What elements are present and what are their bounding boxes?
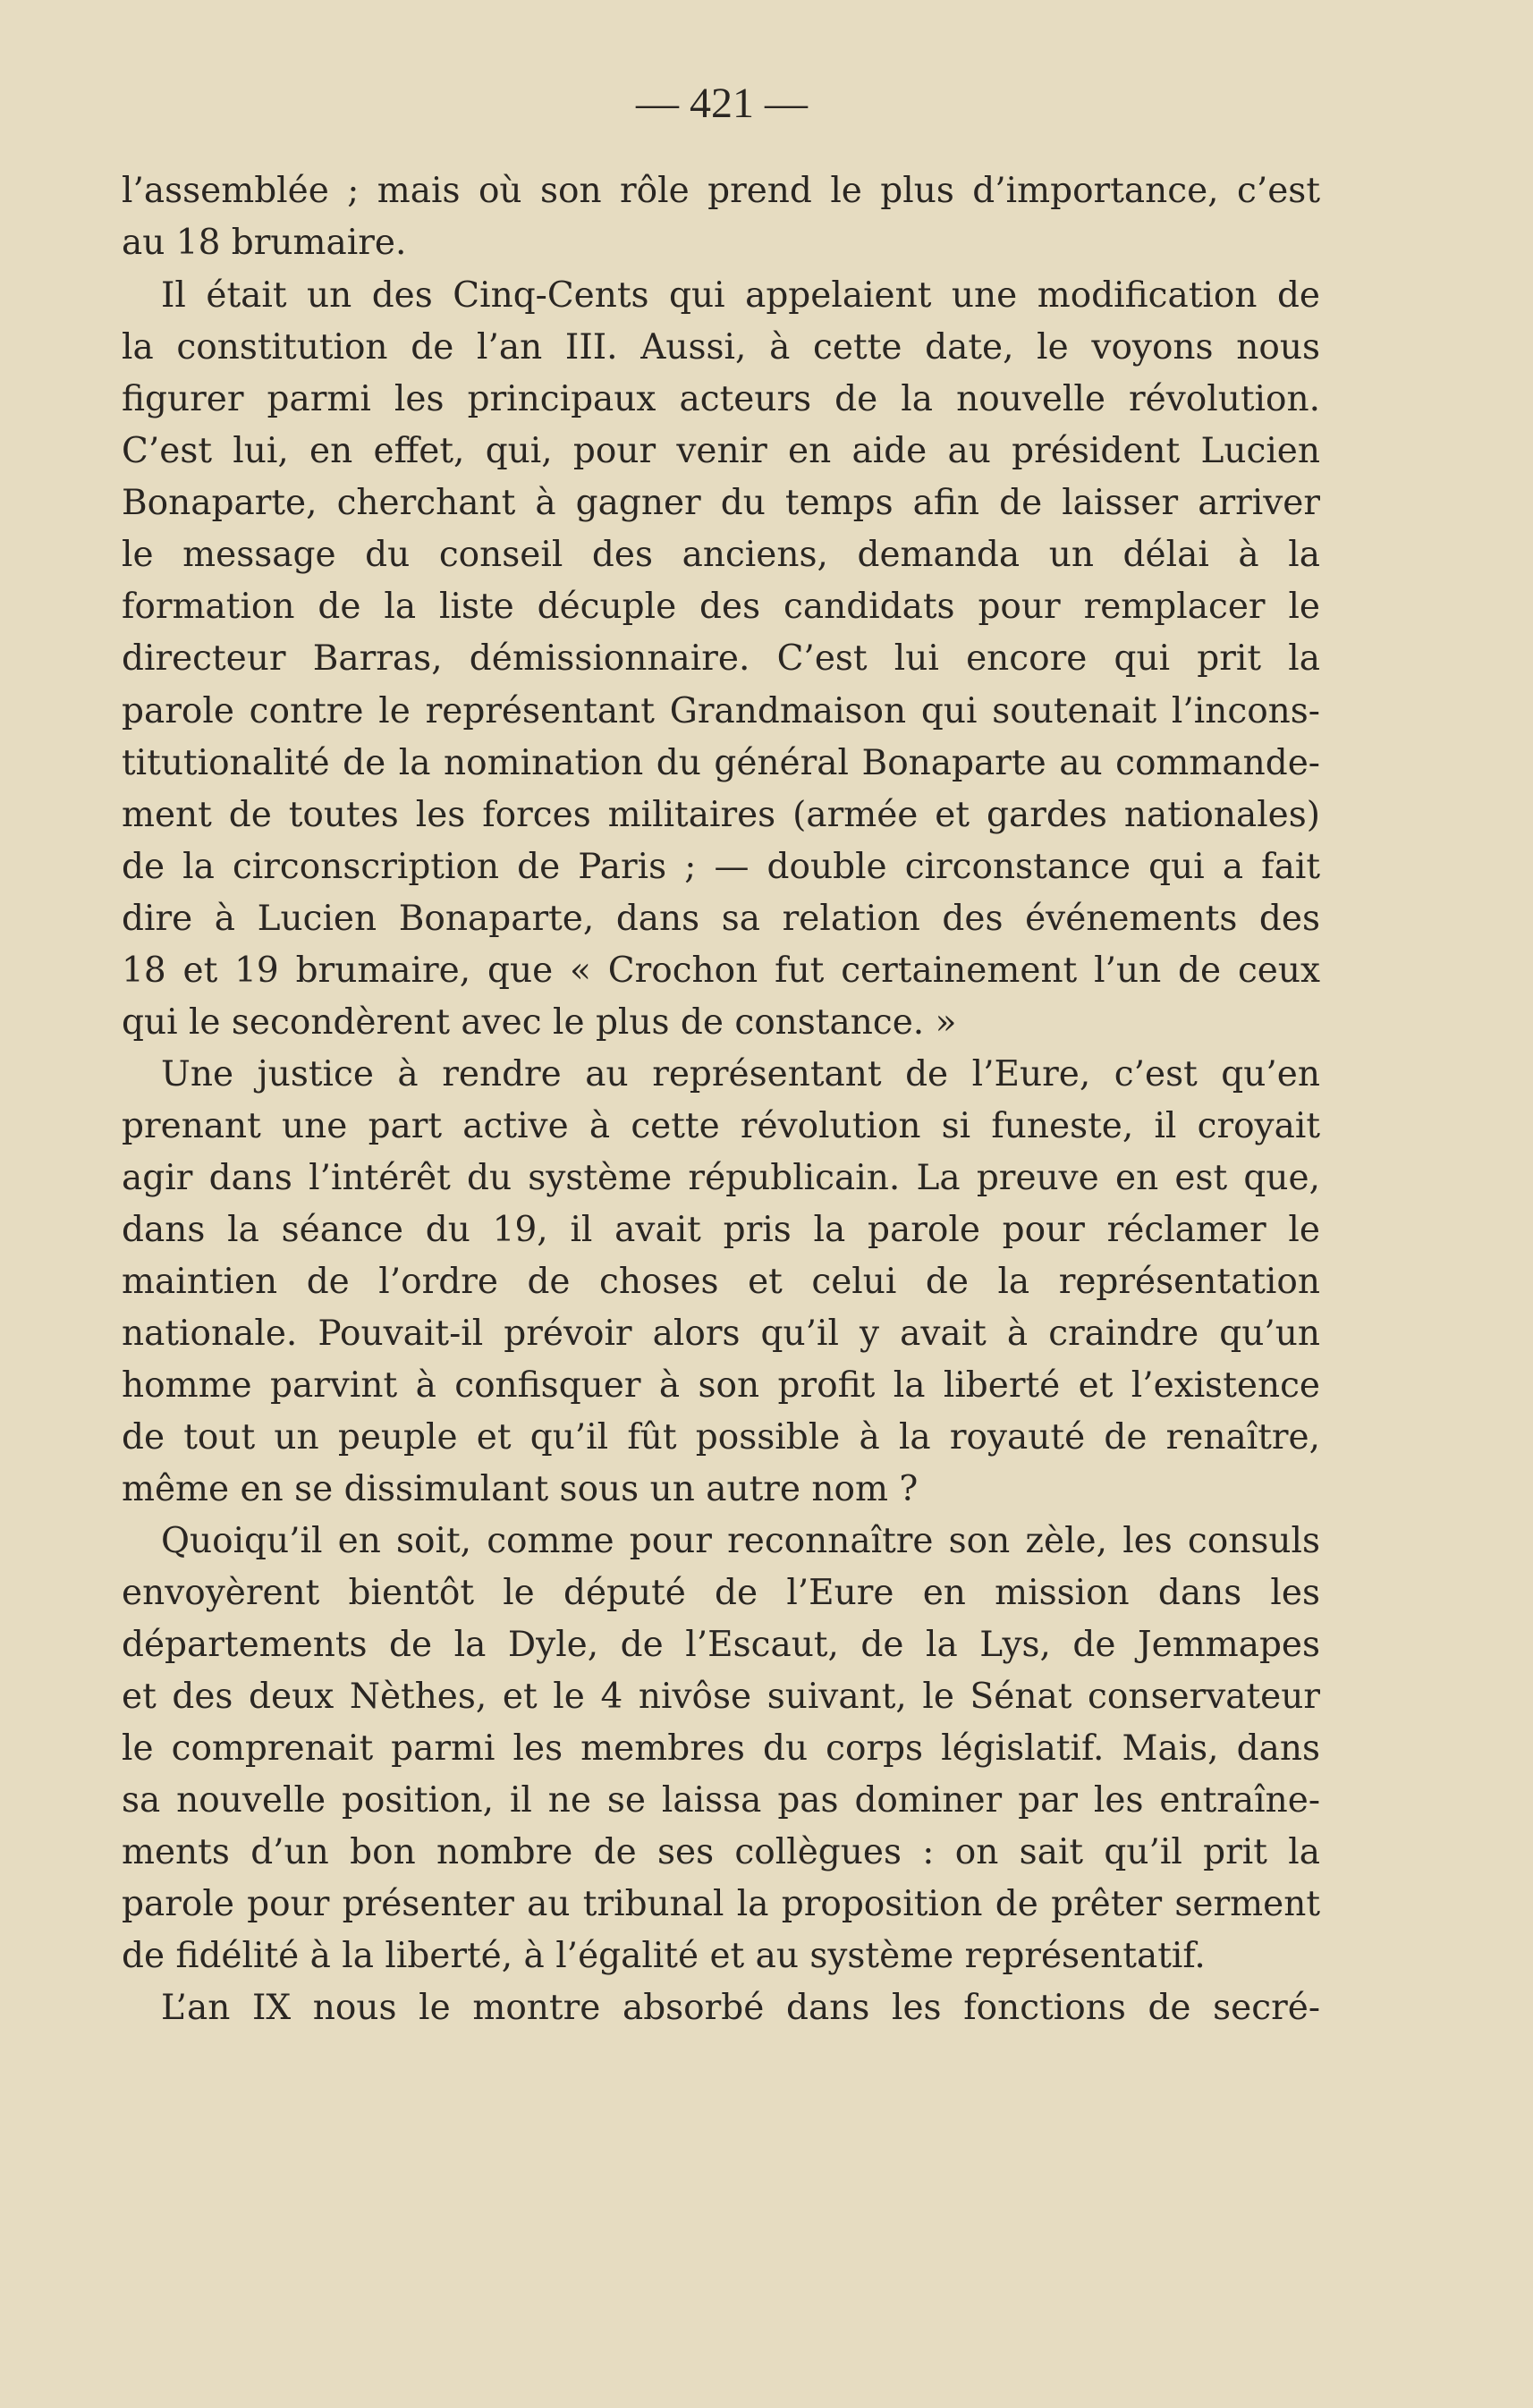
text-line: ment de toutes les forces militaires (armée et gardes nationales) — [122, 795, 1320, 835]
text-line: départements de la Dyle, de l’Escaut, de la Lys, de Jemmapes — [122, 1625, 1320, 1665]
text-line: dans la séance du 19, il avait pris la parole pour réclamer le — [122, 1210, 1320, 1250]
text-line: Bonaparte, cherchant à gagner du temps afin de laisser arriver — [122, 483, 1320, 523]
text-line: qui le secondèrent avec le plus de constance. » — [122, 1002, 957, 1043]
text-line: formation de la liste décuple des candidats pour remplacer le — [122, 587, 1320, 627]
text-line: titutionalité de la nomination du général Bonaparte au commande- — [122, 743, 1320, 783]
text-line: parole pour présenter au tribunal la proposition de prêter serment — [122, 1884, 1320, 1924]
text-line: la constitution de l’an III. Aussi, à cette date, le voyons nous — [122, 327, 1320, 368]
text-line: prenant une part active à cette révolution si funeste, il croyait — [122, 1106, 1320, 1146]
page-number: — 421 — — [636, 80, 808, 127]
text-line: 18 et 19 brumaire, que « Crochon fut certainement l’un de ceux — [122, 951, 1320, 991]
text-line: de la circonscription de Paris ; — double circonstance qui a fait — [122, 847, 1320, 887]
text-line: maintien de l’ordre de choses et celui de la représentation — [122, 1262, 1320, 1302]
text-line: homme parvint à confisquer à son profit la liberté et l’existence — [122, 1365, 1320, 1406]
text-line: le comprenait parmi les membres du corps législatif. Mais, dans — [122, 1728, 1320, 1769]
text-line: envoyèrent bientôt le député de l’Eure en mission dans les — [122, 1573, 1320, 1613]
text-line: nationale. Pouvait-il prévoir alors qu’il y avait à craindre qu’un — [122, 1314, 1320, 1354]
text-line: directeur Barras, démissionnaire. C’est lui encore qui prit la — [122, 638, 1320, 679]
text-line: dire à Lucien Bonaparte, dans sa relation des événements des — [122, 899, 1320, 939]
text-line: ments d’un bon nombre de ses collègues : on sait qu’il prit la — [122, 1832, 1320, 1872]
text-line: Il était un des Cinq-Cents qui appelaient une modification de — [161, 275, 1320, 316]
text-line: le message du conseil des anciens, demanda un délai à la — [122, 535, 1320, 575]
text-line: de fidélité à la liberté, à l’égalité et au système représentatif. — [122, 1936, 1206, 1976]
text-line: agir dans l’intérêt du système républicain. La preuve en est que, — [122, 1158, 1320, 1198]
text-line: Quoiqu’il en soit, comme pour reconnaître son zèle, les consuls — [161, 1521, 1320, 1561]
text-line: sa nouvelle position, il ne se laissa pas dominer par les entraîne- — [122, 1780, 1320, 1821]
text-line: et des deux Nèthes, et le 4 nivôse suivant, le Sénat conservateur — [122, 1677, 1320, 1717]
text-line: même en se dissimulant sous un autre nom ? — [122, 1469, 919, 1509]
text-line: figurer parmi les principaux acteurs de la nouvelle révolution. — [122, 379, 1320, 419]
text-line: l’assemblée ; mais où son rôle prend le plus d’importance, c’est — [122, 171, 1320, 211]
text-line: de tout un peuple et qu’il fût possible à la royauté de renaître, — [122, 1417, 1320, 1457]
text-line: L’an IX nous le montre absorbé dans les fonctions de secré- — [161, 1988, 1320, 2028]
text-line: Une justice à rendre au représentant de l’Eure, c’est qu’en — [161, 1054, 1320, 1094]
text-line: parole contre le représentant Grandmaison qui soutenait l’incons- — [122, 691, 1320, 731]
text-line: C’est lui, en effet, qui, pour venir en aide au président Lucien — [122, 431, 1320, 471]
text-line: au 18 brumaire. — [122, 223, 407, 263]
